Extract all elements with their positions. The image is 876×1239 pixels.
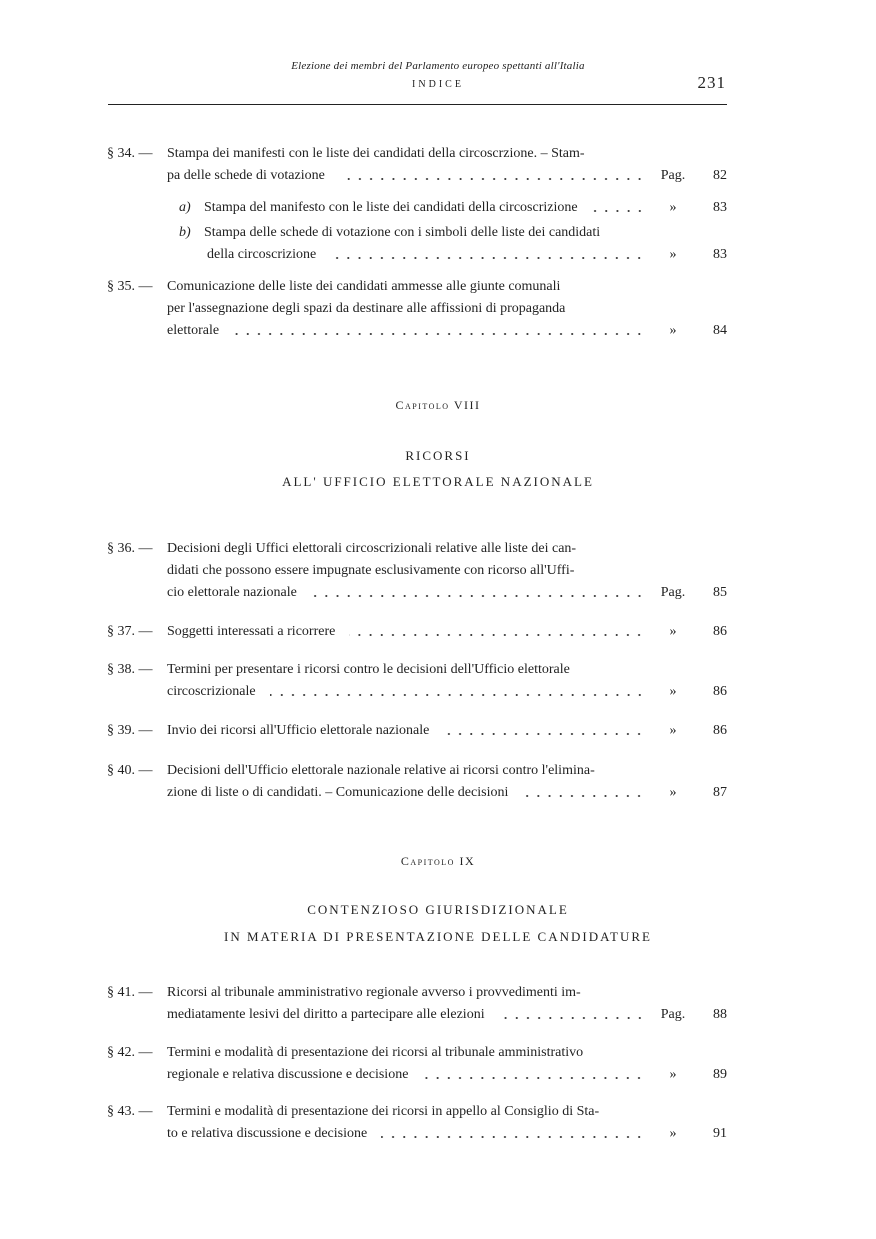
dot-leader bbox=[339, 177, 645, 181]
entry-text: Comunicazione delle liste dei candidati ammesse alle giunte comunali bbox=[167, 279, 561, 294]
page-number: 231 bbox=[697, 73, 726, 92]
entry-text: Stampa dei manifesti con le liste dei candidati della circoscrzione. – Stam- bbox=[167, 146, 585, 161]
sub-letter: b) bbox=[179, 225, 191, 240]
toc-entry-41 bbox=[107, 982, 727, 1026]
section-number: § 36. — bbox=[107, 541, 153, 556]
chapter-label: Capitolo VIII bbox=[395, 398, 481, 412]
page-marker: » bbox=[669, 323, 677, 338]
section-number: § 42. — bbox=[107, 1045, 153, 1060]
page-marker: » bbox=[669, 200, 677, 215]
toc-subentry-34b bbox=[107, 222, 727, 266]
entry-text: Decisioni dell'Ufficio elettorale nazionale relative ai ricorsi contro l'elimina- bbox=[167, 763, 595, 778]
entry-text: circoscrizionale bbox=[167, 684, 256, 699]
page-ref: 84 bbox=[713, 323, 727, 338]
chapter-title: ALL' UFFICIO ELETTORALE NAZIONALE bbox=[282, 474, 594, 489]
page-marker: » bbox=[669, 624, 677, 639]
page-marker: Pag. bbox=[660, 585, 686, 600]
toc-entry-37 bbox=[107, 621, 727, 643]
page-ref: 89 bbox=[713, 1067, 727, 1082]
toc-entry-34 bbox=[107, 143, 727, 187]
page-marker: » bbox=[669, 723, 677, 738]
section-number: § 37. — bbox=[107, 624, 153, 639]
entry-text: Invio dei ricorsi all'Ufficio elettorale nazionale bbox=[167, 723, 430, 738]
entry-text: Stampa delle schede di votazione con i simboli delle liste dei candidati bbox=[204, 225, 601, 240]
entry-text: didati che possono essere impugnate esclusivamente con ricorso all'Uffi- bbox=[167, 563, 575, 578]
chapter-title: CONTENZIOSO GIURISDIZIONALE bbox=[307, 902, 569, 917]
entry-text: Termini e modalità di presentazione dei ricorsi al tribunale amministrativo bbox=[167, 1045, 584, 1060]
entry-text: Stampa del manifesto con le liste dei candidati della circoscrizione bbox=[204, 200, 578, 215]
section-number: § 35. — bbox=[107, 279, 153, 294]
section-number: § 39. — bbox=[107, 723, 153, 738]
page-marker: » bbox=[669, 1126, 677, 1141]
page-ref: 88 bbox=[713, 1007, 727, 1022]
entry-text: Termini per presentare i ricorsi contro le decisioni dell'Ufficio elettorale bbox=[167, 662, 570, 677]
toc-entry-40 bbox=[107, 760, 727, 804]
dot-leader bbox=[311, 594, 645, 598]
entry-text: della circoscrizione bbox=[207, 247, 317, 262]
section-number: § 40. — bbox=[107, 763, 153, 778]
entry-text: per l'assegnazione degli spazi da destinare alle affissioni di propaganda bbox=[167, 301, 566, 316]
entry-text: Soggetti interessati a ricorrere bbox=[167, 624, 336, 639]
page-ref: 82 bbox=[713, 168, 727, 183]
page-marker: Pag. bbox=[660, 1007, 686, 1022]
toc-subentry-34a bbox=[107, 197, 727, 219]
page-marker: » bbox=[669, 1067, 677, 1082]
page-ref: 86 bbox=[713, 723, 727, 738]
section-number: § 43. — bbox=[107, 1104, 153, 1119]
section-number: § 41. — bbox=[107, 985, 153, 1000]
page-ref: 86 bbox=[713, 624, 727, 639]
entry-text: mediatamente lesivi del diritto a partecipare alle elezioni bbox=[167, 1007, 485, 1022]
dot-leader bbox=[443, 732, 645, 736]
entry-text: Decisioni degli Uffici elettorali circoscrizionali relative alle liste dei can- bbox=[167, 541, 577, 556]
section-number: § 38. — bbox=[107, 662, 153, 677]
toc-entry-38 bbox=[107, 659, 727, 703]
toc-entry-36 bbox=[107, 538, 727, 604]
entry-text: Ricorsi al tribunale amministrativo regionale avverso i provvedimenti im- bbox=[167, 985, 581, 1000]
chapter-title: RICORSI bbox=[405, 448, 471, 463]
dot-leader bbox=[422, 1076, 645, 1080]
entry-text: elettorale bbox=[167, 323, 220, 338]
entry-text: Termini e modalità di presentazione dei ricorsi in appello al Consiglio di Sta- bbox=[167, 1104, 600, 1119]
page-marker: » bbox=[669, 785, 677, 800]
entry-text: zione di liste o di candidati. – Comunicazione delle decisioni bbox=[167, 785, 509, 800]
entry-text: to e relativa discussione e decisione bbox=[167, 1126, 368, 1141]
page-ref: 91 bbox=[713, 1126, 727, 1141]
toc-entry-35 bbox=[107, 276, 727, 342]
page-ref: 86 bbox=[713, 684, 727, 699]
dot-leader bbox=[349, 633, 645, 637]
entry-text: regionale e relativa discussione e decisione bbox=[167, 1067, 409, 1082]
dot-leader bbox=[233, 332, 645, 336]
dot-leader bbox=[499, 1016, 645, 1020]
page-marker: » bbox=[669, 247, 677, 262]
dot-leader bbox=[330, 256, 645, 260]
entry-text: cio elettorale nazionale bbox=[167, 585, 297, 600]
chapter-label: Capitolo IX bbox=[400, 854, 476, 868]
sub-letter: a) bbox=[179, 200, 191, 215]
running-header-title: Elezione dei membri del Parlamento europeo spettanti all'Italia bbox=[291, 60, 585, 72]
header-rule bbox=[108, 104, 727, 105]
dot-leader bbox=[270, 693, 645, 697]
toc-entry-39 bbox=[107, 720, 727, 742]
page-marker: » bbox=[669, 684, 677, 699]
running-header-section: INDICE bbox=[412, 79, 464, 90]
page-ref: 83 bbox=[713, 200, 727, 215]
page-ref: 85 bbox=[713, 585, 727, 600]
page-ref: 83 bbox=[713, 247, 727, 262]
toc-entry-42 bbox=[107, 1042, 727, 1086]
page-marker: Pag. bbox=[660, 168, 686, 183]
dot-leader bbox=[381, 1135, 645, 1139]
dot-leader bbox=[592, 209, 645, 213]
section-number: § 34. — bbox=[107, 146, 153, 161]
page-ref: 87 bbox=[713, 785, 727, 800]
toc-entry-43 bbox=[107, 1101, 727, 1145]
dot-leader bbox=[522, 794, 645, 798]
chapter-title: IN MATERIA DI PRESENTAZIONE DELLE CANDIDATURE bbox=[223, 929, 652, 944]
entry-text: pa delle schede di votazione bbox=[167, 168, 325, 183]
